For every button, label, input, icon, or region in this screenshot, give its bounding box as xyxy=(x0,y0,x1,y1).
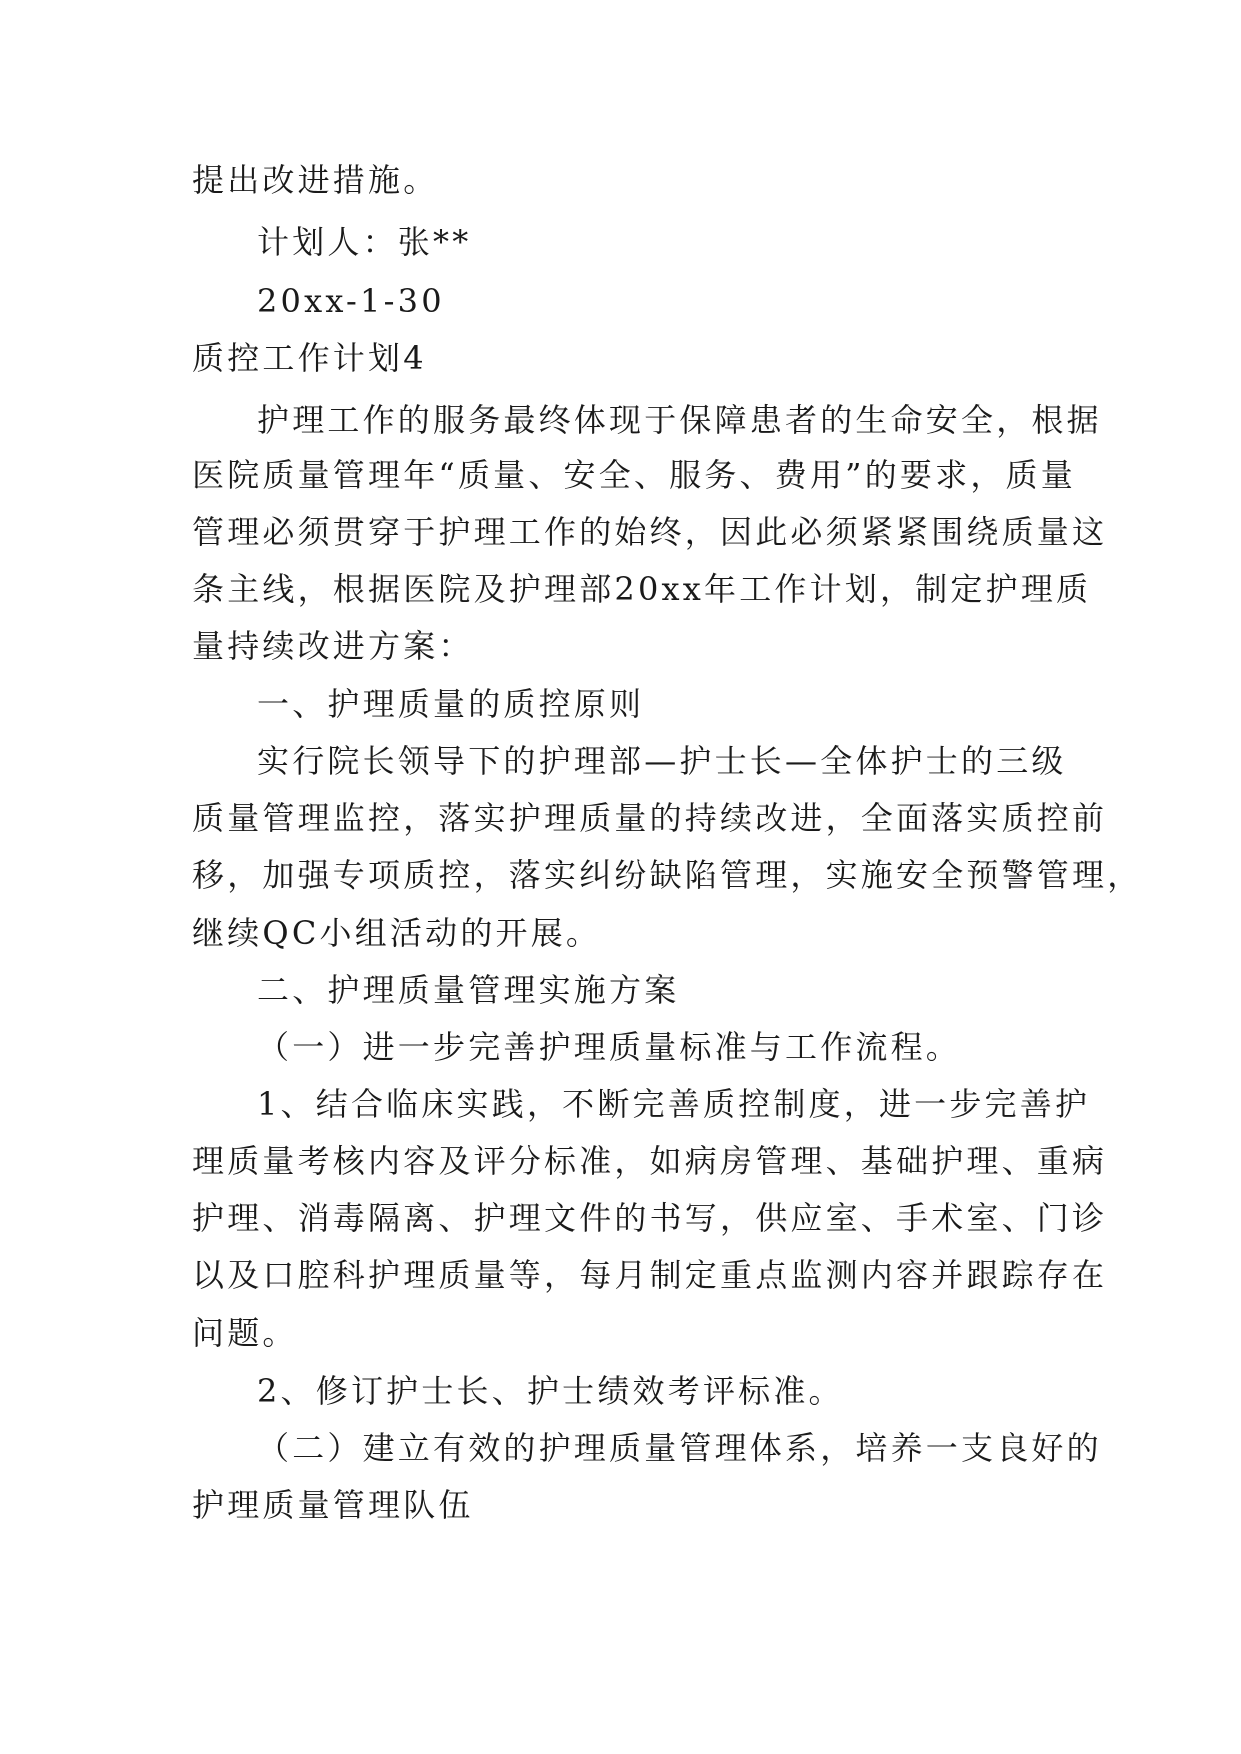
list-item-two: 2、修订护士长、护士绩效考评标准。 xyxy=(257,1372,844,1410)
paragraph-line: 医院质量管理年“质量、安全、服务、费用”的要求，质量 xyxy=(192,456,1076,494)
paragraph-line: 护理、消毒隔离、护理文件的书写，供应室、手术室、门诊 xyxy=(192,1199,1108,1237)
paragraph-line: 量持续改进方案： xyxy=(192,627,474,665)
paragraph-line: 条主线，根据医院及护理部20xx年工作计划，制定护理质 xyxy=(192,570,1092,608)
paragraph-line: 护理工作的服务最终体现于保障患者的生命安全，根据 xyxy=(257,401,1102,439)
planner-signature: 计划人：张** xyxy=(257,223,472,261)
text-line-closing: 提出改进措施。 xyxy=(192,161,439,199)
subheading-one: （一）进一步完善护理质量标准与工作流程。 xyxy=(257,1028,962,1066)
paragraph-line: 1、结合临床实践，不断完善质控制度，进一步完善护 xyxy=(257,1085,1091,1123)
heading-implementation: 二、护理质量管理实施方案 xyxy=(257,971,680,1009)
subheading-two: （二）建立有效的护理质量管理体系，培养一支良好的 xyxy=(257,1429,1102,1467)
paragraph-line: 实行院长领导下的护理部—护士长—全体护士的三级 xyxy=(257,742,1067,780)
paragraph-line: 质量管理监控，落实护理质量的持续改进，全面落实质控前 xyxy=(192,799,1108,837)
section-title: 质控工作计划4 xyxy=(192,339,427,377)
paragraph-line: 继续QC小组活动的开展。 xyxy=(192,914,602,952)
plan-date: 20xx-1-30 xyxy=(257,282,445,320)
paragraph-line: 以及口腔科护理质量等，每月制定重点监测内容并跟踪存在 xyxy=(192,1256,1108,1294)
heading-principles: 一、护理质量的质控原则 xyxy=(257,685,645,723)
paragraph-line: 移，加强专项质控，落实纠纷缺陷管理，实施安全预警管理， xyxy=(192,856,1143,894)
paragraph-line: 问题。 xyxy=(192,1314,298,1352)
paragraph-line: 管理必须贯穿于护理工作的始终，因此必须紧紧围绕质量这 xyxy=(192,513,1108,551)
paragraph-line: 护理质量管理队伍 xyxy=(192,1486,474,1524)
paragraph-line: 理质量考核内容及评分标准，如病房管理、基础护理、重病 xyxy=(192,1142,1108,1180)
